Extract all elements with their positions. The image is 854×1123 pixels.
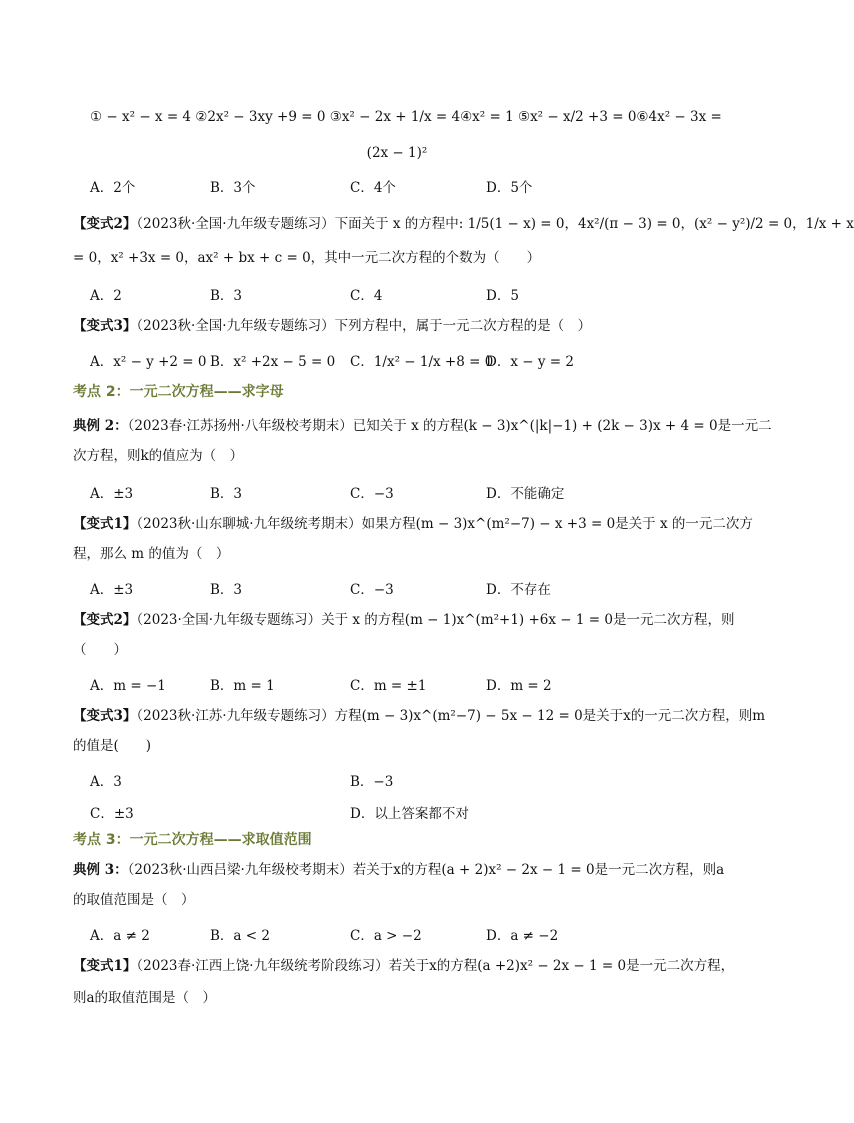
question-stem: 关于 x 的方程(m − 1)x^(m²+1) +6x − 1 = 0是一元二次方程，则 [321, 612, 735, 628]
option-c[interactable]: C．4个 [350, 180, 396, 196]
option-c[interactable]: C．a > −2 [350, 928, 422, 944]
option-d[interactable]: D．不存在 [486, 582, 551, 598]
question-tag: 【变式2】 [73, 216, 137, 232]
question-variant-3 [73, 316, 704, 336]
question-equation-list: ① − x² − x = 4 ②2x² − 3xy +9 = 0 ③x² − 2x + 1/x = 4④x² = 1 ⑤x² − x/2 +3 = 0⑥4x² − 3x = [90, 109, 722, 125]
option-d[interactable]: D．5个 [486, 180, 533, 196]
question-source: （2023秋·全国·九年级专题练习） [136, 216, 335, 232]
option-a[interactable]: A．3 [90, 774, 122, 790]
question-stem: 若关于x的方程(a + 2)x² − 2x − 1 = 0是一元二次方程，则a [352, 862, 725, 878]
question-tag: 典例 3： [73, 862, 128, 878]
option-c[interactable]: C．±3 [90, 806, 134, 822]
option-d[interactable]: D．不能确定 [486, 486, 565, 502]
option-a[interactable]: A．2个 [90, 180, 136, 196]
option-d[interactable]: D．以上答案都不对 [350, 806, 469, 822]
option-b[interactable]: B．3 [210, 582, 243, 598]
question-source: （2023秋·全国·九年级专题练习） [136, 318, 335, 334]
question-stem-continued: 程，那么 m 的值为（ ） [73, 546, 230, 562]
option-c[interactable]: C．−3 [350, 582, 394, 598]
option-c[interactable]: C．m = ±1 [350, 678, 427, 694]
question-variant-2 [73, 610, 735, 630]
question-tag: 【变式2】 [73, 612, 137, 628]
question-source: （2023春·江苏扬州·八年级校考期末） [127, 418, 353, 434]
question-stem: 下列方程中，属于一元二次方程的是（ ） [334, 318, 592, 334]
question-stem: 下面关于 x 的方程中: 1/5(1 − x) = 0，4x²/(π − 3) = 0，(x² − y²)/2 = 0，1/x + x [334, 216, 854, 232]
option-c[interactable]: C．−3 [350, 486, 394, 502]
question-tag: 【变式1】 [73, 958, 137, 974]
option-a[interactable]: A．±3 [90, 486, 134, 502]
option-c[interactable]: C．4 [350, 288, 383, 304]
question-tag: 【变式3】 [73, 708, 137, 724]
question-variant-1 [73, 956, 735, 976]
question-tag: 【变式3】 [73, 318, 137, 334]
section-heading: 考点 3：一元二次方程——求取值范围 [73, 832, 312, 848]
question-stem-continued: 的值是( ) [73, 738, 152, 754]
option-b[interactable]: B．a < 2 [210, 928, 270, 944]
question-stem: 若关于x的方程(a +2)x² − 2x − 1 = 0是一元二次方程， [388, 958, 735, 974]
option-a[interactable]: A．2 [90, 288, 122, 304]
option-d[interactable]: D．5 [486, 288, 519, 304]
question-variant-3 [73, 706, 766, 726]
example-3 [73, 860, 725, 880]
option-a[interactable]: A．±3 [90, 582, 134, 598]
question-stem: 已知关于 x 的方程(k − 3)x^(|k|−1) + (2k − 3)x + 4 = 0是一元二 [352, 418, 772, 434]
example-2 [73, 416, 772, 436]
option-b[interactable]: B．x² +2x − 5 = 0 [210, 354, 336, 370]
option-d[interactable]: D．x − y = 2 [486, 354, 574, 370]
question-equation-continued: (2x − 1)² [366, 145, 428, 161]
question-source: （2023秋·山东聊城·九年级统考期末） [136, 516, 362, 532]
option-d[interactable]: D．m = 2 [486, 678, 552, 694]
option-b[interactable]: B．3个 [210, 180, 256, 196]
question-stem-continued: 则a的取值范围是（ ） [73, 990, 217, 1006]
question-stem-continued: 次方程，则k的值应为（ ） [73, 448, 244, 464]
option-b[interactable]: B．m = 1 [210, 678, 275, 694]
question-stem-continued: （ ） [73, 642, 127, 658]
option-b[interactable]: B．−3 [350, 774, 394, 790]
section-heading: 考点 2：一元二次方程——求字母 [73, 384, 284, 400]
question-source: （2023秋·江苏·九年级专题练习） [136, 708, 335, 724]
option-c[interactable]: C．1/x² − 1/x +8 = 0 [350, 354, 494, 370]
question-stem: 方程(m − 3)x^(m²−7) − 5x − 12 = 0是关于x的一元二次方程，则m [334, 708, 766, 724]
question-stem: 如果方程(m − 3)x^(m²−7) − x +3 = 0是关于 x 的一元二次方 [361, 516, 753, 532]
question-tag: 【变式1】 [73, 516, 137, 532]
option-a[interactable]: A．a ≠ 2 [90, 928, 150, 944]
question-source: （2023春·江西上饶·九年级统考阶段练习） [136, 958, 389, 974]
question-stem-continued: 的取值范围是（ ） [73, 892, 195, 908]
question-tag: 典例 2： [73, 418, 128, 434]
option-a[interactable]: A．m = −1 [90, 678, 166, 694]
option-a[interactable]: A．x² − y +2 = 0 [90, 354, 207, 370]
option-d[interactable]: D．a ≠ −2 [486, 928, 559, 944]
question-source: （2023·全国·九年级专题练习） [136, 612, 322, 628]
option-b[interactable]: B．3 [210, 288, 243, 304]
question-variant-1 [73, 514, 753, 534]
option-b[interactable]: B．3 [210, 486, 243, 502]
question-source: （2023秋·山西吕梁·九年级校考期末） [127, 862, 353, 878]
question-variant-2 [73, 214, 854, 234]
question-stem-continued: = 0，x² +3x = 0，ax² + bx + c = 0，其中一元二次方程的个数为（ ） [73, 250, 541, 266]
